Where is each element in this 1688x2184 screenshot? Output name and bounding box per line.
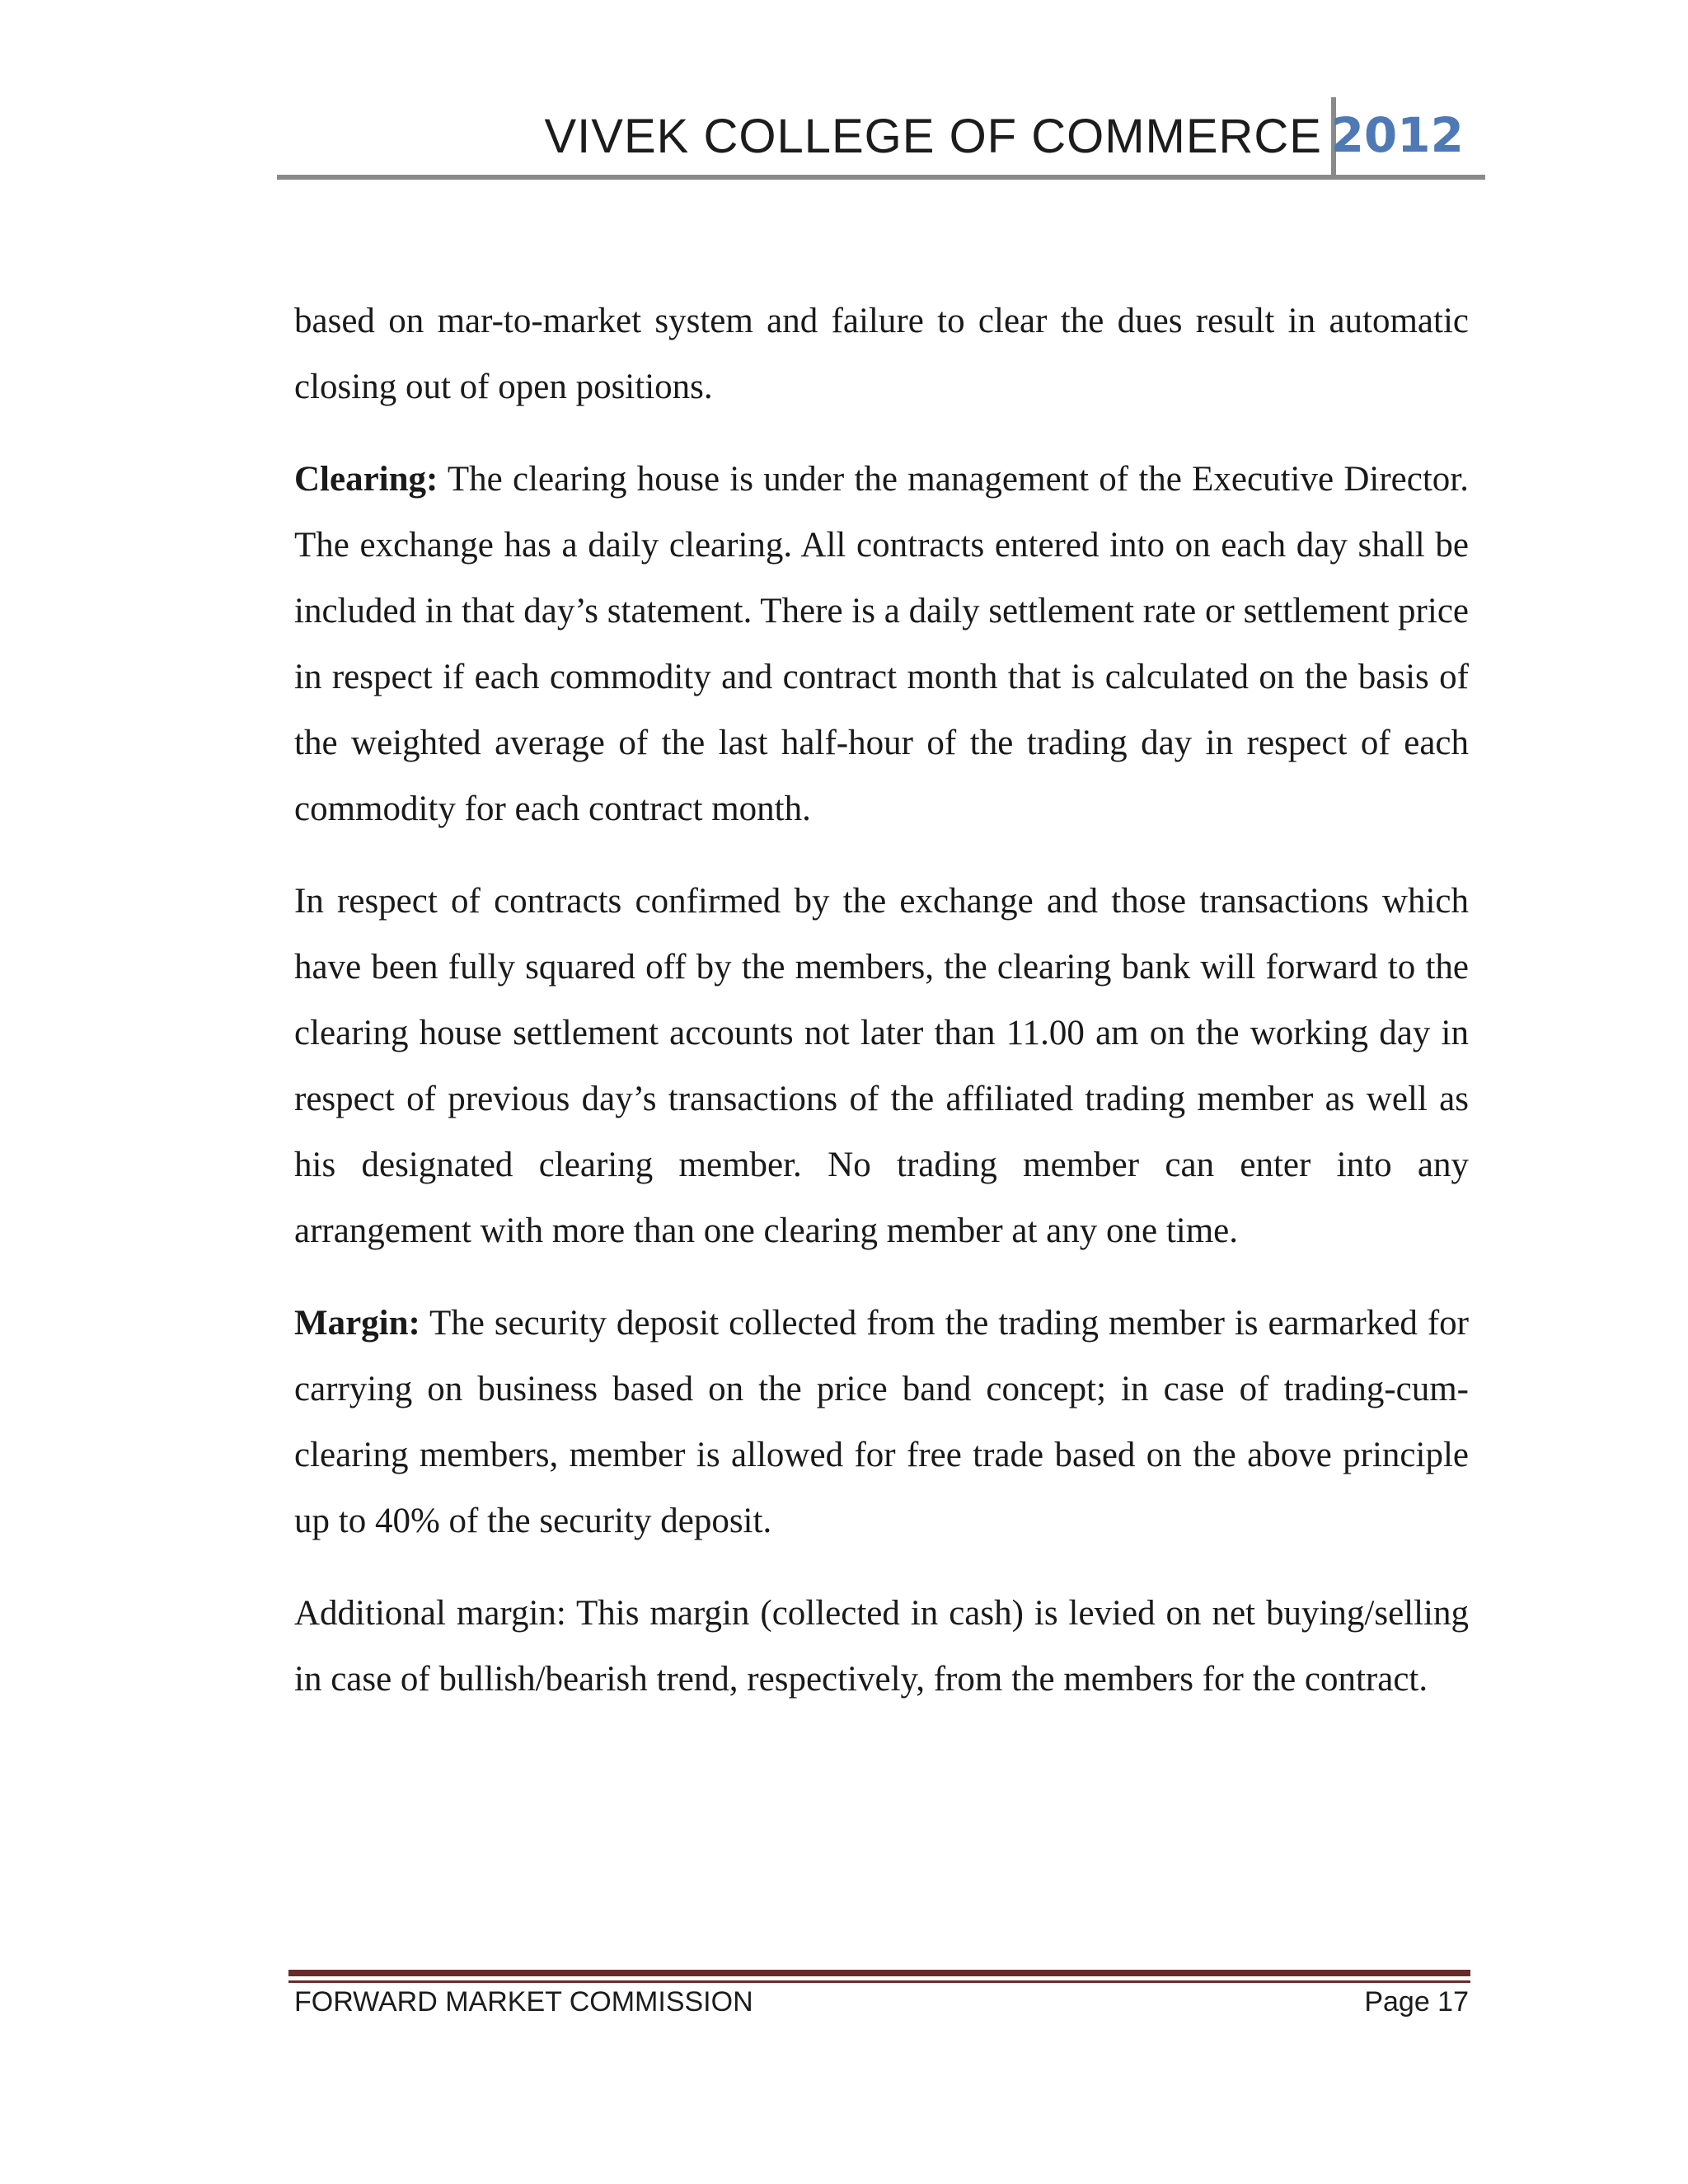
header-title: VIVEK COLLEGE OF COMMERCE	[544, 110, 1322, 163]
footer-rule-thin	[288, 1980, 1470, 1983]
page-header	[277, 97, 1485, 180]
header-year: 2012	[1330, 107, 1464, 163]
footer-rule-thick	[288, 1970, 1470, 1976]
paragraph-margin	[294, 1291, 1469, 1554]
margin-heading: Margin:	[294, 1304, 420, 1343]
clearing-heading: Clearing:	[294, 460, 438, 499]
paragraph-1-text: based on mar-to-market system and failure to clear the dues result in automatic closing out of open positions.	[294, 302, 1469, 406]
margin-text: The security deposit collected from the trading member is earmarked for carrying on business based on the price band concept; in case of trading-cum-clearing members, member is allowed for free trade based on the above principle up to 40% of the security deposit.	[294, 1304, 1469, 1540]
paragraph-3-text: In respect of contracts confirmed by the exchange and those transactions which have been fully squared off by the members, the clearing bank will forward to the clearing house settlement accounts not later than 11.00 am on the working day in respect of previous day’s transactions of the affiliated trading member as well as his designated clearing member. No trading member can enter into any arrangement with more than one clearing member at any one time.	[294, 882, 1469, 1250]
paragraph-additional-margin	[294, 1581, 1469, 1713]
paragraph-3	[294, 869, 1469, 1264]
paragraph-1	[294, 288, 1469, 420]
clearing-text: The clearing house is under the management of the Executive Director. The exchange has a daily clearing. All contracts entered into on each day shall be included in that day’s statement. There is a daily settlement rate or settlement price in respect if each commodity and contract month that is calculated on the basis of the weighted average of the last half-hour of the trading day in respect of each commodity for each contract month.	[294, 460, 1469, 828]
header-rule	[277, 175, 1485, 180]
additional-margin-text: Additional margin: This margin (collected in cash) is levied on net buying/selling in case of bullish/bearish trend, respectively, from the members for the contract.	[294, 1594, 1469, 1699]
page-number: Page 17	[1364, 1986, 1469, 2018]
page-body	[294, 288, 1469, 1739]
footer-title: FORWARD MARKET COMMISSION	[294, 1986, 753, 2018]
paragraph-clearing	[294, 447, 1469, 842]
